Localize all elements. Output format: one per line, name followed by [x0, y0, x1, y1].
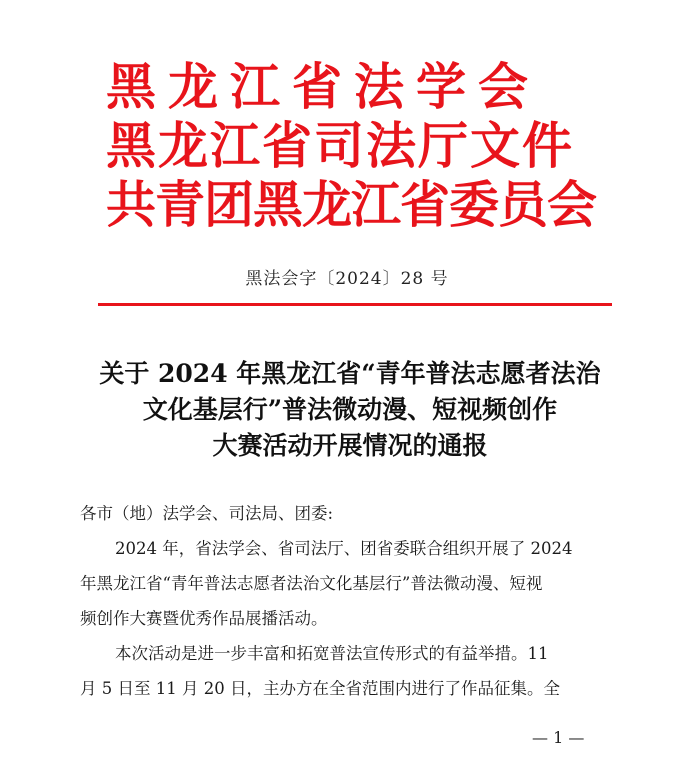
red-separator-line [98, 303, 612, 306]
header-line-youth-league: 共青团黑龙江省委员会 [106, 176, 596, 234]
document-title [60, 356, 640, 464]
body-line: 频创作大赛暨优秀作品展播活动。 [80, 609, 328, 628]
body-line: 月 5 日至 11 月 20 日，主办方在全省范围内进行了作品征集。全 [80, 679, 560, 698]
document-body [80, 496, 620, 706]
document-number: 黑法会字〔2024〕28 号 [245, 269, 449, 289]
title-line-2: 文化基层行”普法微动漫、短视频创作 [142, 395, 558, 424]
title-line-3: 大赛活动开展情况的通报 [212, 431, 488, 460]
header-line-law-society: 黑龙江省法学会 [106, 58, 540, 116]
body-line: 2024 年，省法学会、省司法厅、团省委联合组织开展了 2024 [115, 539, 573, 558]
salutation: 各市（地）法学会、司法局、团委: [80, 504, 334, 523]
body-line: 年黑龙江省“青年普法志愿者法治文化基层行”普法微动漫、短视 [80, 574, 543, 593]
body-line: 本次活动是进一步丰富和拓宽普法宣传形式的有益举措。11 [115, 644, 549, 663]
issuing-authorities-header [106, 58, 626, 235]
header-line-justice-department: 黑龙江省司法厅文件 [106, 117, 574, 175]
page-number: — 1 — [532, 728, 585, 747]
title-line-1: 关于 2024 年黑龙江省“青年普法志愿者法治 [99, 359, 601, 388]
